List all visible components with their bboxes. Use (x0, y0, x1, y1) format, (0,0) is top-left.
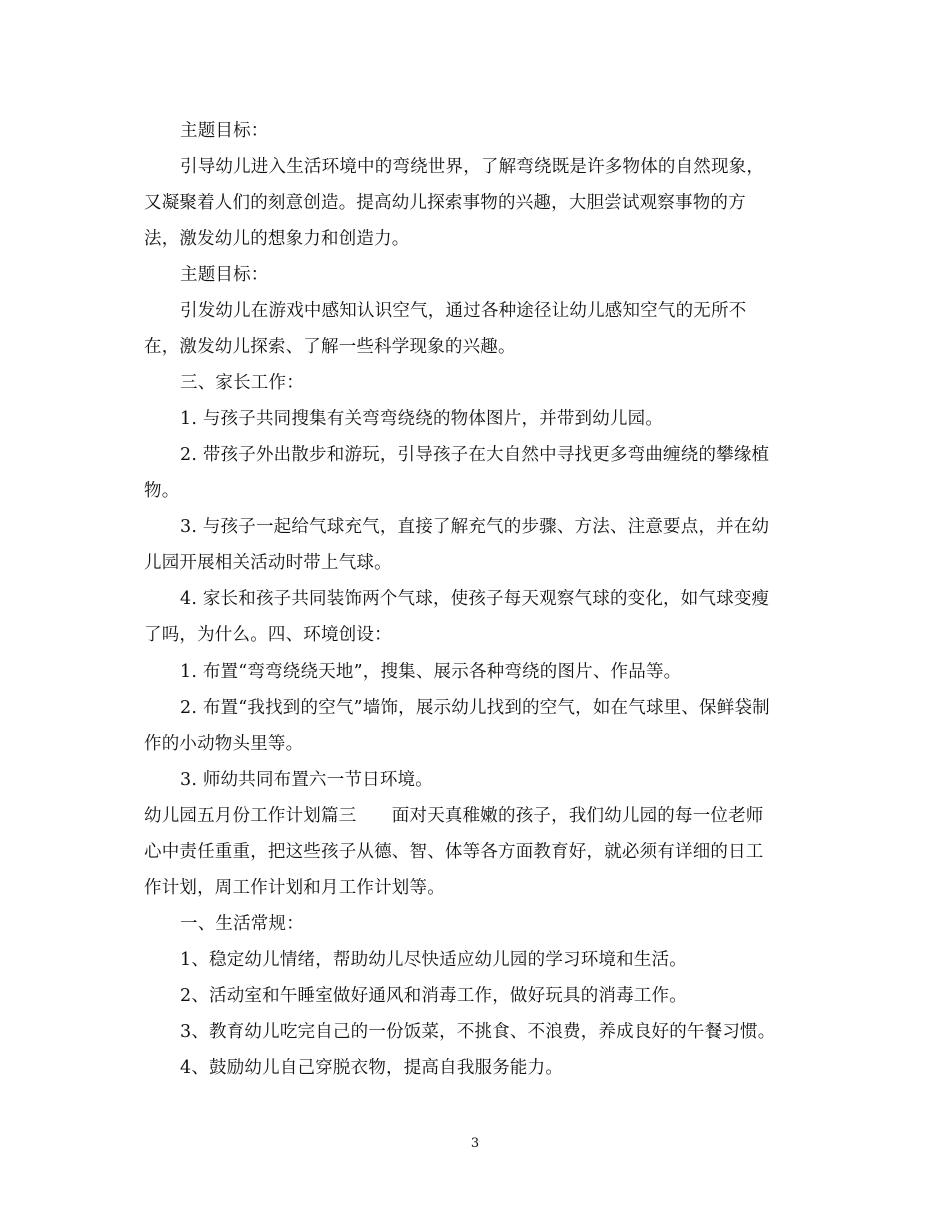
text-line: 幼儿园五月份工作计划篇三 面对天真稚嫩的孩子，我们幼儿园的每一位老师 (144, 806, 764, 826)
text-line: 2. 带孩子外出散步和游玩，引导孩子在大自然中寻找更多弯曲缠绕的攀缘植 (180, 445, 770, 465)
text-line: 引发幼儿在游戏中感知认识空气，通过各种途径让幼儿感知空气的无所不 (180, 301, 747, 321)
text-line: 作的小动物头里等。 (144, 734, 304, 754)
text-line: 1. 与孩子共同搜集有关弯弯绕绕的物体图片，并带到幼儿园。 (180, 409, 664, 429)
text-line: 一、生活常规： (180, 914, 304, 934)
text-line: 主题目标： (180, 121, 269, 141)
text-line: 1、稳定幼儿情绪，帮助幼儿尽快适应幼儿园的学习环境和生活。 (180, 950, 687, 970)
text-line: 儿园开展相关活动时带上气球。 (144, 553, 392, 573)
page-number: 3 (470, 1136, 480, 1151)
text-line: 2. 布置“我找到的空气”墙饰，展示幼儿找到的空气，如在气球里、保鲜袋制 (180, 698, 770, 718)
text-line: 4. 家长和孩子共同装饰两个气球，使孩子每天观察气球的变化，如气球变瘦 (180, 589, 770, 609)
text-line: 3. 与孩子一起给气球充气，直接了解充气的步骤、方法、注意要点，并在幼 (180, 517, 770, 537)
text-line: 三、家长工作： (180, 373, 304, 393)
text-line: 作计划，周工作计划和月工作计划等。 (144, 878, 445, 898)
text-line: 心中责任重重，把这些孩子从德、智、体等各方面教育好，就必须有详细的日工 (144, 842, 764, 862)
text-line: 在，激发幼儿探索、了解一些科学现象的兴趣。 (144, 337, 516, 357)
text-line: 物。 (144, 481, 180, 501)
text-line: 2、活动室和午睡室做好通风和消毒工作，做好玩具的消毒工作。 (180, 986, 687, 1006)
text-line: 4、鼓励幼儿自己穿脱衣物，提高自我服务能力。 (180, 1058, 564, 1078)
text-line: 主题目标： (180, 265, 269, 285)
text-line: 了吗，为什么。四、环境创设： (144, 625, 392, 645)
text-line: 又凝聚着人们的刻意创造。提高幼儿探索事物的兴趣，大胆尝试观察事物的方 (144, 193, 746, 213)
text-line: 引导幼儿进入生活环境中的弯绕世界，了解弯绕既是许多物体的自然现象， (180, 157, 765, 177)
text-line: 法，激发幼儿的想象力和创造力。 (144, 229, 410, 249)
text-line: 3. 师幼共同布置六一节日环境。 (180, 770, 433, 790)
text-line: 3、教育幼儿吃完自己的一份饭菜，不挑食、不浪费，养成良好的午餐习惯。 (180, 1022, 776, 1042)
text-line: 1. 布置“弯弯绕绕天地”，搜集、展示各种弯绕的图片、作品等。 (180, 662, 682, 682)
